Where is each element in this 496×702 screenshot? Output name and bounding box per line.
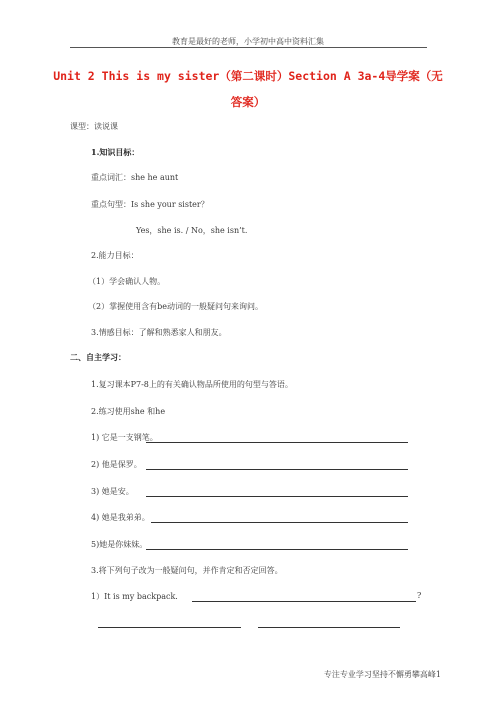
header-divider [70,47,427,48]
exercise-item-2: 2) 他是保罗。 [91,460,142,469]
key-sentence: 重点句型：Is she your sister？ [91,200,209,209]
exercise-item-4: 4) 她是我弟弟。 [91,513,150,522]
exercise-item-5: 5)她是你妹妹。 [91,540,148,549]
page-header: 教育是最好的老师，小学初中高中资料汇集 [172,37,324,46]
ability-goal-2: （2）掌握使用含有be动词的一般疑问句来询问。 [88,302,263,311]
answer-blank-1[interactable] [146,442,408,443]
document-title-line2: 答案） [230,95,266,109]
exercise-item-3: 3) 她是安。 [91,487,134,496]
page-footer: 专注专业学习坚持不懈勇攀高峰1 [323,670,441,679]
affirmative-answer-blank[interactable] [98,627,241,628]
task-2: 2.练习使用she 和he [91,407,166,416]
task-1: 1.复习课本P7-8上的有关确认物品所使用的句型与答语。 [91,380,293,389]
emotion-goal: 3.情感目标：了解和熟悉家人和朋友。 [91,328,227,337]
answer-blank-5[interactable] [146,549,408,550]
ability-goal-heading: 2.能力目标： [91,251,139,260]
answer-blank-3[interactable] [146,496,408,497]
question-1-blank[interactable] [192,601,416,602]
answer-blank-4[interactable] [151,522,408,523]
key-vocabulary: 重点词汇：she he aunt [91,173,179,182]
answer-blank-2[interactable] [146,469,408,470]
ability-goal-1: （1）学会确认人物。 [88,277,166,286]
exercise-item-1: 1) 它是一支钢笔。 [91,433,158,442]
negative-answer-blank[interactable] [258,627,400,628]
task-3: 3.将下列句子改为一般疑问句，并作肯定和否定回答。 [91,566,283,575]
question-1: 1）It is my backpack. [91,592,178,601]
question-1-mark: ? [417,591,422,600]
document-title-line1: Unit 2 This is my sister（第二课时）Section A 3a-4导学案（无 [53,69,443,83]
self-study-heading: 二、自主学习： [70,352,126,362]
knowledge-goal-heading: 1.知识目标： [91,147,140,157]
lesson-type: 课型：读说课 [70,122,118,131]
key-sentence-answer: Yes，she is. / No，she isn’t. [136,226,248,235]
